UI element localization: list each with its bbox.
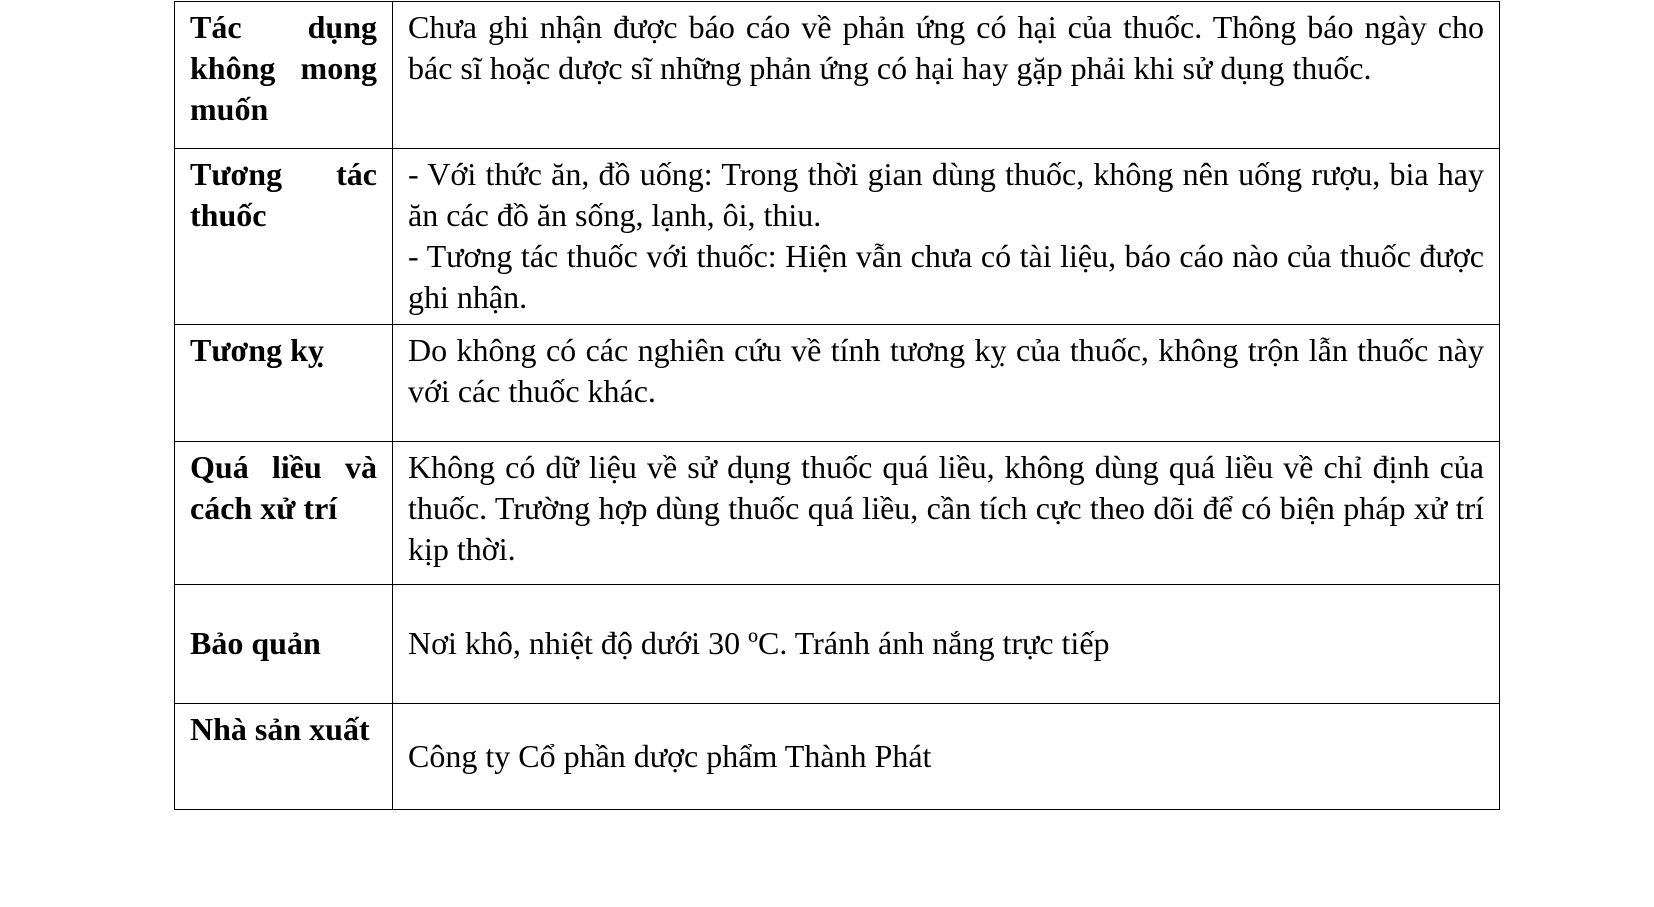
- row-label-storage: Bảo quản: [175, 585, 393, 704]
- drug-info-table: [174, 1, 1500, 810]
- content-paragraph: - Tương tác thuốc với thuốc: Hiện vẫn chưa có tài liệu, báo cáo nào của thuốc được ghi nhận.: [408, 238, 1484, 315]
- content-paragraph: Không có dữ liệu về sử dụng thuốc quá liều, không dùng quá liều về chỉ định của thuốc. Trường hợp dùng thuốc quá liều, cần tích cực theo dõi để có biện pháp xử trí kịp thời.: [408, 449, 1484, 567]
- row-label-overdose: Quá liều và cách xử trí: [175, 442, 393, 585]
- row-label-manufacturer: Nhà sản xuất: [175, 704, 393, 810]
- row-content-overdose: [393, 442, 1500, 585]
- content-paragraph: Nơi khô, nhiệt độ dưới 30 ºC. Tránh ánh nắng trực tiếp: [408, 625, 1110, 661]
- row-content-side-effects: [393, 2, 1500, 149]
- row-label-incompatibilities: Tương kỵ: [175, 325, 393, 442]
- row-content-storage: [393, 585, 1500, 704]
- table-row: [175, 2, 1500, 149]
- table-row: [175, 585, 1500, 704]
- row-label-side-effects: Tác dụng không mong muốn: [175, 2, 393, 149]
- table-row: [175, 704, 1500, 810]
- row-content-interactions: [393, 149, 1500, 325]
- table-row: [175, 325, 1500, 442]
- content-paragraph: Chưa ghi nhận được báo cáo về phản ứng có hại của thuốc. Thông báo ngày cho bác sĩ hoặc dược sĩ những phản ứng có hại hay gặp phải khi sử dụng thuốc.: [408, 9, 1484, 86]
- row-content-manufacturer: [393, 704, 1500, 810]
- table-row: [175, 149, 1500, 325]
- content-paragraph: Công ty Cổ phần dược phẩm Thành Phát: [408, 737, 932, 774]
- table-row: [175, 442, 1500, 585]
- content-paragraph: - Với thức ăn, đồ uống: Trong thời gian dùng thuốc, không nên uống rượu, bia hay ăn các đồ ăn sống, lạnh, ôi, thiu.: [408, 156, 1484, 233]
- row-content-incompatibilities: [393, 325, 1500, 442]
- row-label-interactions: Tương tác thuốc: [175, 149, 393, 325]
- content-paragraph: Do không có các nghiên cứu về tính tương kỵ của thuốc, không trộn lẫn thuốc này với các thuốc khác.: [408, 332, 1484, 409]
